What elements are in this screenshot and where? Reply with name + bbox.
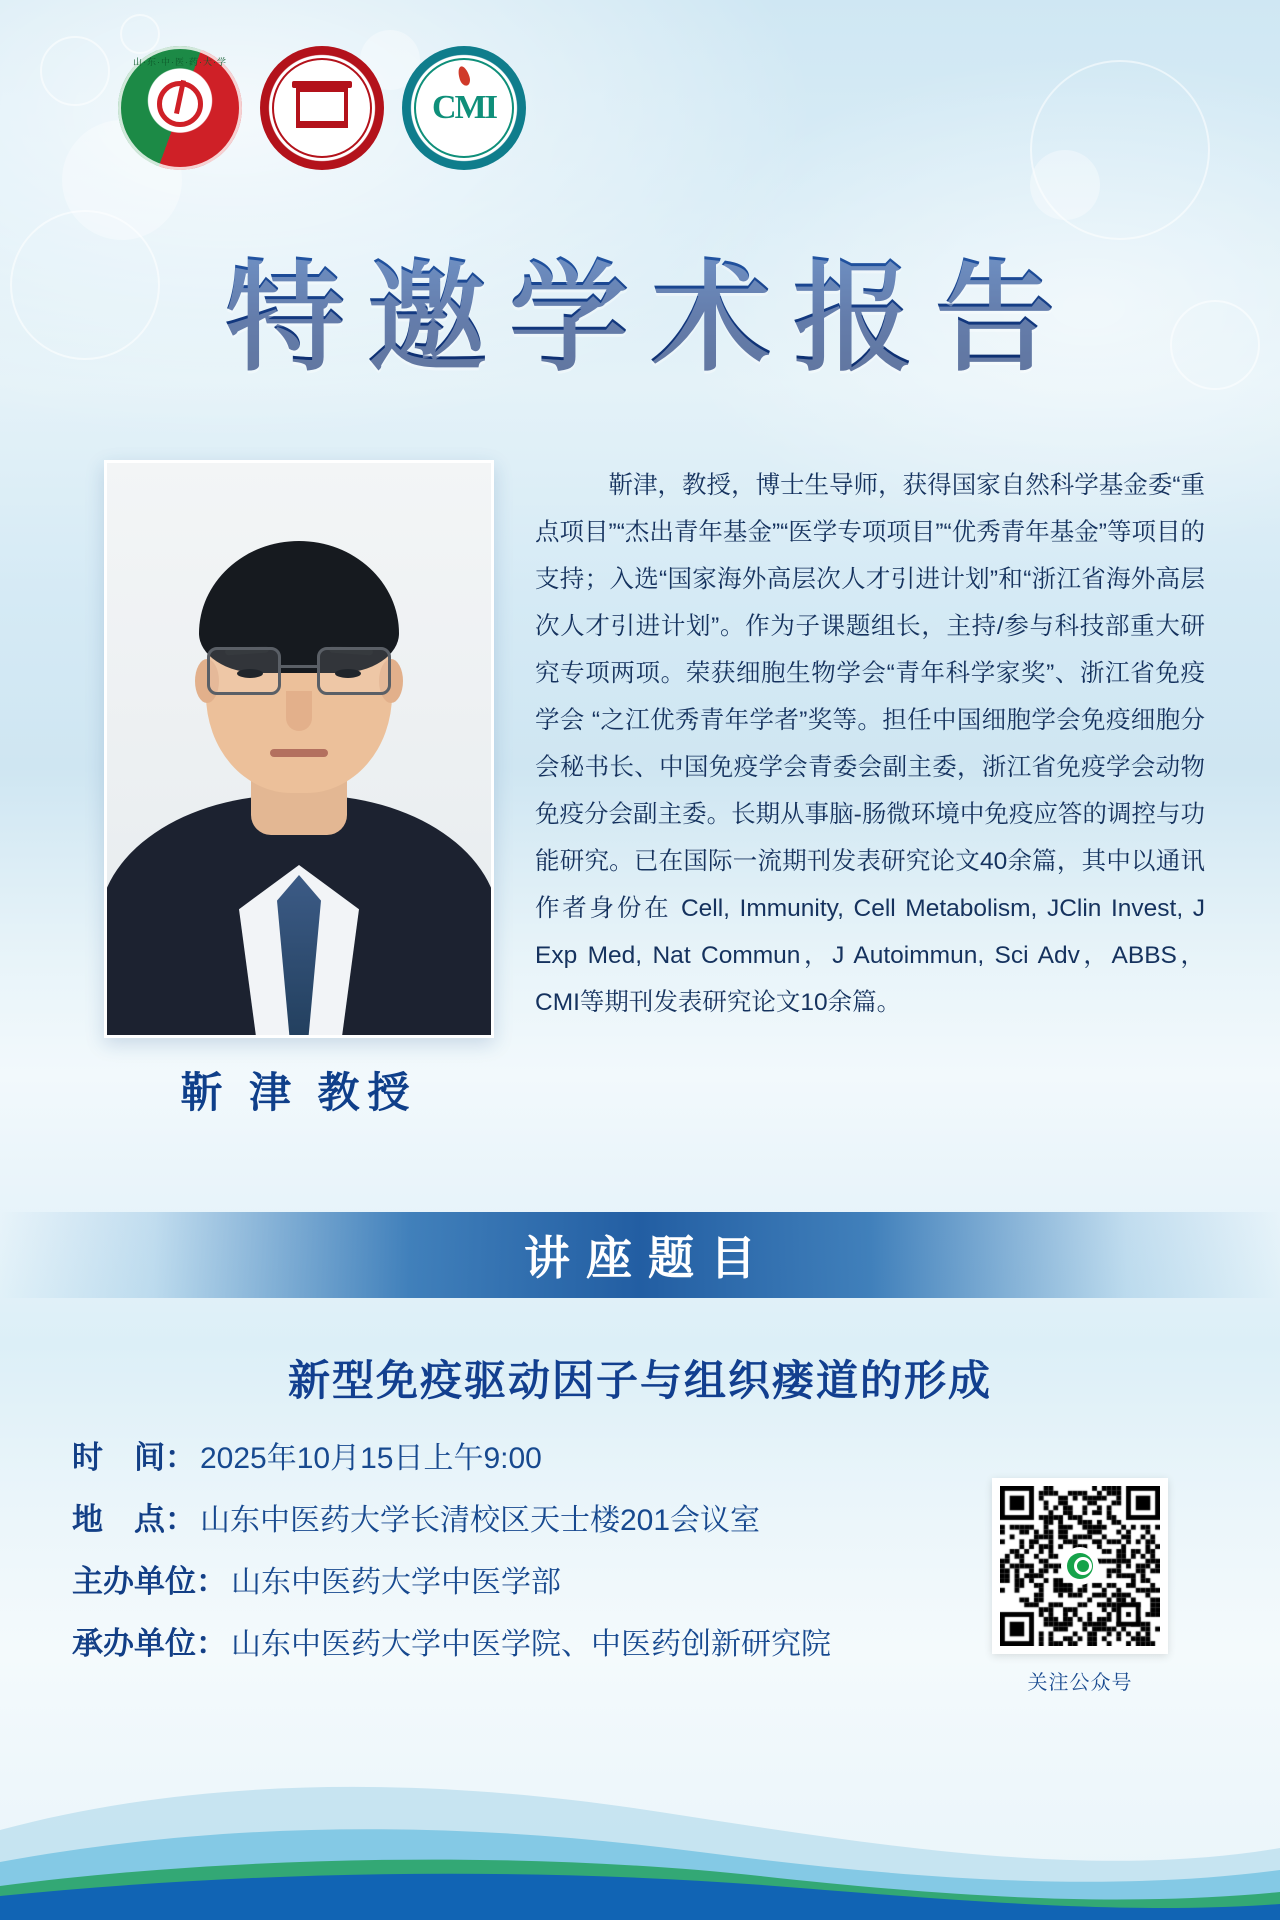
logo-tcm-innovation-institute [402,46,526,170]
info-colon: ： [196,1626,227,1661]
info-label: 主办单位 [72,1564,196,1599]
qr-caption: 关注公众号 [1027,1672,1133,1694]
glasses-bridge [280,665,318,668]
portrait-nose [286,691,312,731]
info-value: 山东中医药大学中医学部 [231,1566,561,1599]
info-value: 山东中医药大学长清校区天士楼201会议室 [200,1504,761,1537]
qr-center-logo [1061,1547,1099,1585]
topic-band [0,1212,1280,1298]
logo-inner [272,58,372,158]
info-row-time [72,1432,892,1477]
info-label: 地 点 [72,1502,165,1537]
speaker-biography: 靳津，教授，博士生导师，获得国家自然科学基金委“重点项目”“杰出青年基金”“医学专项项目”“优秀青年基金”等项目的支持；入选“国家海外高层次人才引进计划”和“浙江省海外高层次人才引进计划”。作为子课题组长，主持/参与科技部重大研究专项两项。荣获细胞生物学会“青年科学家奖”、浙江省免疫学会 “之江优秀青年学者”奖等。担任中国细胞学会免疫细胞分会秘书长、中国免疫学会青委会副主委，浙江省免疫学会动物免疫分会副主委。长期从事脑-肠微环境中免疫应答的调控与功能研究。已在国际一流期刊发表研究论文40余篇，其中以通讯作者身份在 Cell, Immunity, Cell Metabolism, JClin Invest, J Exp Med, Nat Commun，J Autoimmun, Sci Adv，ABBS，CMI等期刊发表研究论文10余篇。 [535,472,1205,1016]
portrait-eye-left [237,669,263,678]
page-title: 特邀学术报告 [0,222,1280,394]
event-info-list [72,1432,892,1680]
info-value: 山东中医药大学中医学院、中医药创新研究院 [231,1628,831,1661]
info-label: 承办单位 [72,1626,196,1661]
info-row-co-organizer [72,1618,892,1663]
info-colon: ： [165,1502,196,1537]
wechat-icon [1067,1553,1093,1579]
tcm-emblem-icon [157,81,203,127]
info-label: 时 间 [72,1440,165,1475]
decorative-circle [40,36,110,106]
decorative-blob [1030,150,1100,220]
logo-top-text: 山·东·中·医·药·大·学 [133,57,227,67]
logo-mark-text: CMI [432,89,496,126]
gate-icon [296,88,348,128]
info-row-location [72,1494,892,1539]
logo-shandong-tcm-department [118,46,242,170]
portrait-eye-right [335,669,361,678]
bottom-wave-decoration [0,1680,1280,1920]
qr-code[interactable] [992,1478,1168,1654]
topic-band-label: 讲座题目 [524,1233,772,1284]
speaker-name: 靳 津 教授 [180,1071,418,1117]
qr-block [992,1478,1168,1695]
info-colon: ： [165,1440,196,1475]
info-colon: ： [196,1564,227,1599]
portrait-mouth [270,749,328,757]
info-value: 2025年10月15日上午9:00 [200,1442,542,1475]
lecture-title: 新型免疫驱动因子与组织瘘道的形成 [287,1359,992,1405]
info-row-organizer [72,1556,892,1601]
speaker-photo-block [104,460,494,1120]
logo-row [118,46,526,170]
logo-college-of-tcm [260,46,384,170]
speaker-portrait [104,460,494,1038]
